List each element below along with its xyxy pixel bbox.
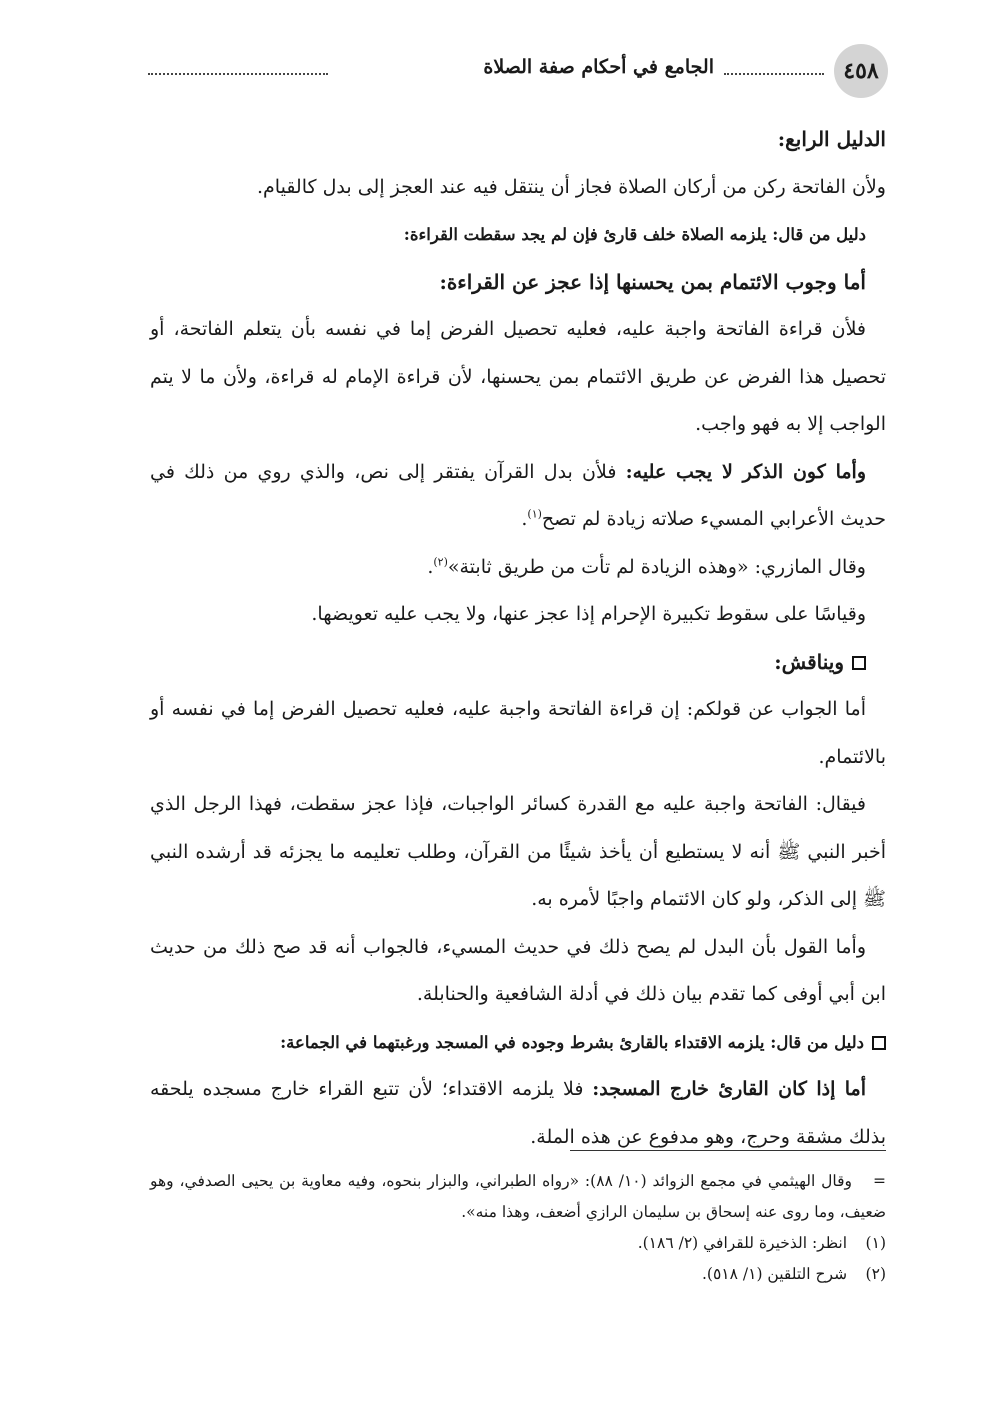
- footnote-mark: (١): [865, 1234, 886, 1252]
- footnote-1: [150, 1228, 886, 1259]
- square-bullet-icon: [852, 656, 866, 670]
- footnote-mark: =: [873, 1172, 887, 1190]
- heading-text: دليل من قال: يلزمه الاقتداء بالقارئ بشرط وجوده في المسجد ورغبتهما في الجماعة:: [280, 1032, 864, 1052]
- main-text: [150, 116, 886, 1161]
- paragraph: وقال المازري: «وهذه الزيادة لم تأت من طريق ثابتة»$^{(٢)}$.: [427, 555, 866, 578]
- paragraph: ولأن الفاتحة ركن من أركان الصلاة فجاز أن ينتقل فيه عند العجز إلى بدل كالقيام.: [257, 175, 886, 198]
- header-dotted-rule-right: [724, 73, 824, 75]
- paragraph: وأما القول بأن البدل لم يصح ذلك في حديث المسيء، فالجواب أنه قد صح ذلك من حديث ابن أبي أوفى كما تقدم بيان ذلك في أدلة الشافعية والحنابلة.: [150, 935, 886, 1005]
- footnote-text: انظر: الذخيرة للقرافي (٢/ ١٨٦).: [637, 1234, 848, 1252]
- section-heading: [150, 1019, 886, 1067]
- footnote-text: شرح التلقين (١/ ٥١٨).: [702, 1265, 848, 1283]
- page-number-badge: ٤٥٨: [834, 44, 888, 98]
- section-heading: دليل من قال: يلزمه الصلاة خلف قارئ فإن لم يجد سقطت القراءة:: [403, 225, 866, 244]
- footnote-ref[interactable]: (١): [527, 507, 542, 521]
- running-title: الجامع في أحكام صفة الصلاة: [483, 56, 714, 78]
- square-bullet-icon: [872, 1036, 886, 1050]
- quote-text: وقال المازري: «وهذه الزيادة لم تأت من طريق ثابتة»: [447, 555, 866, 578]
- header-dotted-rule-left: [148, 73, 328, 75]
- paragraph: [150, 1066, 886, 1161]
- paragraph: أما الجواب عن قولكم: إن قراءة الفاتحة واجبة عليه، فعليه تحصيل الفرض إما في نفسه أو بالائتمام.: [150, 698, 886, 768]
- section-heading: الدليل الرابع:: [777, 127, 886, 151]
- paragraph: فيقال: الفاتحة واجبة عليه مع القدرة كسائر الواجبات، فإذا عجز سقطت، فهذا الرجل الذي أخبر النبي ﷺ أنه لا يستطيع أن يأخذ شيئًا من القرآن، وطلب تعليمه ما يجزئه قد أرشده النبي ﷺ إلى الذكر، ولو كان الائتمام واجبًا لأمره به.: [150, 793, 886, 910]
- section-heading: [150, 639, 886, 687]
- paragraph-text: فلا يلزمه الاقتداء؛ لأن تتبع القراء خارج مسجده يلحقه بذلك مشقة وحرج، وهو مدفوع عن هذه الملة.: [150, 1078, 886, 1148]
- footnote-ref[interactable]: (٢): [433, 555, 448, 569]
- footnote-2: [150, 1259, 886, 1290]
- section-heading: أما وجوب الائتمام بمن يحسنها إذا عجز عن القراءة:: [439, 269, 866, 294]
- paragraph-text: فلأن بدل القرآن يفتقر إلى نص، والذي روي من ذلك في حديث الأعرابي المسيء صلاته زيادة لم تصح: [150, 460, 886, 530]
- heading-text: ويناقش:: [774, 649, 844, 674]
- page-header: [148, 44, 888, 100]
- footnote-mark: (٢): [865, 1265, 886, 1283]
- footnotes: [150, 1166, 886, 1290]
- footnote-separator: [570, 1150, 886, 1151]
- inline-heading: أما إذا كان القارئ خارج المسجد:: [592, 1078, 866, 1100]
- paragraph: فلأن قراءة الفاتحة واجبة عليه، فعليه تحصيل الفرض إما في نفسه بأن يتعلم الفاتحة، أو تحصيل هذا الفرض عن طريق الائتمام بمن يحسنها، لأن قراءة الإمام له قراءة، ولأن ما لا يتم الواجب إلا به فهو واجب.: [150, 318, 886, 435]
- footnote-continuation: [150, 1166, 886, 1228]
- inline-heading: وأما كون الذكر لا يجب عليه:: [625, 460, 866, 483]
- paragraph: وأما كون الذكر لا يجب عليه: فلأن بدل القرآن يفتقر إلى نص، والذي روي من ذلك في حديث الأعرابي المسيء صلاته زيادة لم تصح$^{(١)}$.: [150, 460, 886, 530]
- paragraph: وقياسًا على سقوط تكبيرة الإحرام إذا عجز عنها، ولا يجب عليه تعويضها.: [311, 603, 866, 625]
- footnote-text: وقال الهيثمي في مجمع الزوائد (١٠/ ٨٨): «رواه الطبراني، والبزار بنحوه، وفيه معاوية بن يحيى الصدفي، وهو ضعيف، وما روى عنه إسحاق بن سليمان الرازي أضعف، وهذا منه».: [150, 1172, 886, 1221]
